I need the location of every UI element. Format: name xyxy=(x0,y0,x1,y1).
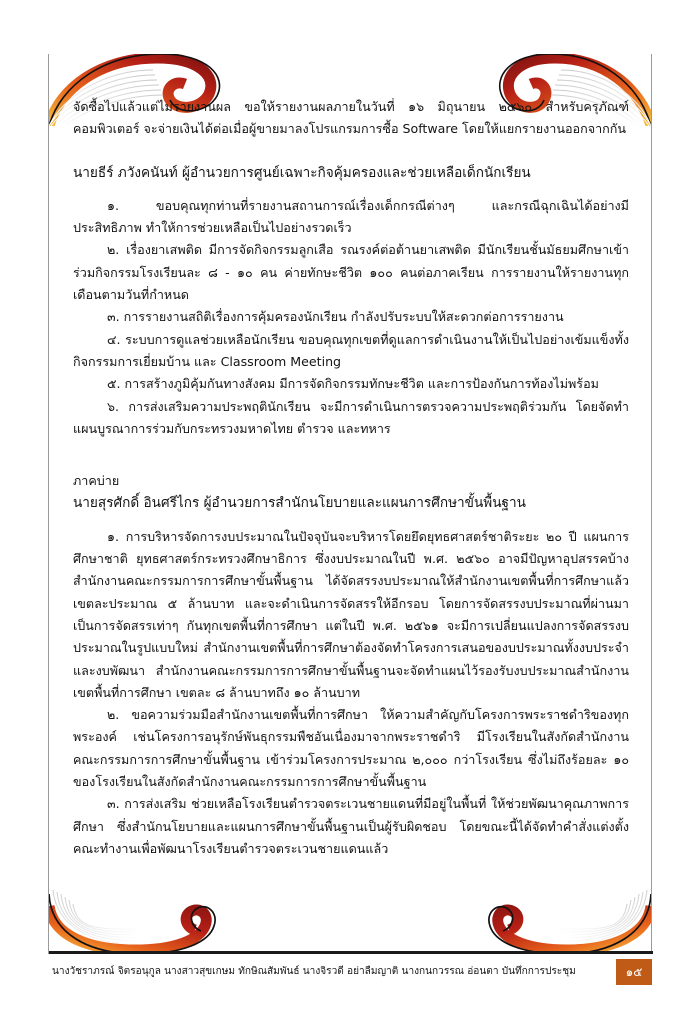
footer-divider-rule xyxy=(49,951,653,954)
footer-recorders-text: นางวัชราภรณ์ จิตรอนุกูล นางสาวสุขเกษม ทักษิณสัมพันธ์ นางจิรวดี อย่าลืมญาติ นางกนกวรรณ อ่อนตา บันทึกการประชุม xyxy=(52,966,576,977)
spacer xyxy=(73,515,629,526)
page-number-badge: ๑๕ xyxy=(616,959,652,985)
speaker-1-item-3: ๓. การรายงานสถิติเรื่องการคุ้มครองนักเรียน กำลังปรับระบบให้สะดวกต่อการรายงาน xyxy=(107,309,564,325)
decorative-swirl-bottom-left xyxy=(49,874,369,954)
spacer xyxy=(73,440,629,470)
spacer xyxy=(73,184,629,195)
speaker-1-item-4: ๔. ระบบการดูแลช่วยเหลือนักเรียน ขอบคุณทุกเขตที่ดูแลการดำเนินงานให้เป็นไปอย่างเข้มแข็งทั้งกิจกรรมการเยี่ยมบ้าน และ Classroom Meeting xyxy=(73,331,629,369)
speaker-1-heading: นายธีร์ ภวังคนันท์ ผู้อำนวยการศูนย์เฉพาะกิจคุ้มครองและช่วยเหลือเด็กนักเรียน xyxy=(73,164,531,181)
spacer xyxy=(73,141,629,162)
speaker-2-item-2: ๒. ขอความร่วมมือสำนักงานเขตพื้นที่การศึกษา ให้ความสำคัญกับโครงการพระราชดำริของทุกพระองค์ เช่นโครงการอนุรักษ์พันธุกรรมพืชอันเนื่องมาจากพระราชดำริ มีโรงเรียนในสังกัดสำนักงานคณะกรรมการการศึกษาขั้นพื้นฐาน เข้าร่วมโครงการประมาณ ๒,๐๐๐ กว่าโรงเรียน ซึ่งไม่ถึงร้อยละ ๑๐ ของโรงเรียนในสังกัดสำนักงานคณะกรรมการการศึกษาขั้นพื้นฐาน xyxy=(73,707,629,790)
speaker-1-item-6: ๖. การส่งเสริมความประพฤตินักเรียน จะมีการดำเนินการตรวจความประพฤติร่วมกัน โดยจัดทำแผนบูรณาการร่วมกับกระทรวงมหาดไทย ตำรวจ และทหาร xyxy=(73,398,629,436)
page-footer xyxy=(48,965,652,991)
opening-paragraph: จัดซื้อไปแล้วแต่ไม่รายงานผล ขอให้รายงานผลภายในวันที่ ๑๖ มิถุนายน ๒๕๖๐ สำหรับครุภัณฑ์คอมพิวเตอร์ จะจ่ายเงินได้ต่อเมื่อผู้ขายมาลงโปรแกรมการซื้อ Software โดยให้แยกรายงานออกจากกัน xyxy=(73,99,629,137)
session-label: ภาคบ่าย xyxy=(73,473,120,489)
speaker-2-heading: นายสุรศักดิ์ อินศรีไกร ผู้อำนวยการสำนักนโยบายและแผนการศึกษาขั้นพื้นฐาน xyxy=(73,495,526,512)
speaker-1-item-1: ๑. ขอบคุณทุกท่านที่รายงานสถานการณ์เรื่องเด็กกรณีต่างๆ และกรณีฉุกเฉินได้อย่างมีประสิทธิภาพ ทำให้การช่วยเหลือเป็นไปอย่างรวดเร็ว xyxy=(73,197,629,236)
decorative-swirl-bottom-right xyxy=(391,874,651,954)
document-page xyxy=(48,54,652,954)
speaker-2-item-3: ๓. การส่งเสริม ช่วยเหลือโรงเรียนตำรวจตระเวนชายแดนที่มีอยู่ในพื้นที่ ให้ช่วยพัฒนาคุณภาพการศึกษา ซึ่งสำนักนโยบายและแผนการศึกษาขั้นพื้นฐานเป็นผู้รับผิดชอบ โดยขณะนี้ได้จัดทำคำสั่งแต่งตั้งคณะทำงานเพื่อพัฒนาโรงเรียนตำรวจตระเวนชายแดนแล้ว xyxy=(73,796,629,856)
speaker-1-item-2: ๒. เรื่องยาเสพติด มีการจัดกิจกรรมลูกเสือ รณรงค์ต่อต้านยาเสพติด มีนักเรียนชั้นมัธยมศึกษาเข้าร่วมกิจกรรมโรงเรียนละ ๘ - ๑๐ คน ค่ายทักษะชีวิต ๑๐๐ คนต่อภาคเรียน การรายงานให้รายงานทุกเดือนตามวันที่กำหนด xyxy=(73,242,629,303)
speaker-2-item-1: ๑. การบริหารจัดการงบประมาณในปัจจุบันจะบริหารโดยยึดยุทธศาสตร์ชาติระยะ ๒๐ ปี แผนการศึกษาชาติ ยุทธศาสตร์กระทรวงศึกษาธิการ ซึ่งงบประมาณในปี พ.ศ. ๒๕๖๐ อาจมีปัญหาอุปสรรคบ้าง สำนักงานคณะกรรมการการศึกษาขั้นพื้นฐาน ได้จัดสรรงบประมาณให้สำนักงานเขตพื้นที่การศึกษาแล้ว เขตละประมาณ ๕ ล้านบาท และจะดำเนินการจัดสรรให้อีกรอบ โดยการจัดสรรงบประมาณที่ผ่านมาเป็นการจัดสรรเท่าๆ กันทุกเขตพื้นที่การศึกษา แต่ในปี พ.ศ. ๒๕๖๑ จะมีการเปลี่ยนแปลงการจัดสรรงบประมาณในรูปแบบใหม่ สำนักงานเขตพื้นที่การศึกษาต้องจัดทำโครงการเสนอของบประมาณทั้งงบประจำและงบพัฒนา สำนักงานคณะกรรมการการศึกษาขั้นพื้นฐานจะจัดทำแผนไว้รองรับงบประมาณสำนักงานเขตพื้นที่การศึกษา เขตละ ๘ ล้านบาทถึง ๑๐ ล้านบาท xyxy=(73,528,629,700)
document-body xyxy=(73,96,629,860)
speaker-1-item-5: ๕. การสร้างภูมิคุ้มกันทางสังคม มีการจัดกิจกรรมทักษะชีวิต และการป้องกันการท้องไม่พร้อม xyxy=(107,376,599,392)
